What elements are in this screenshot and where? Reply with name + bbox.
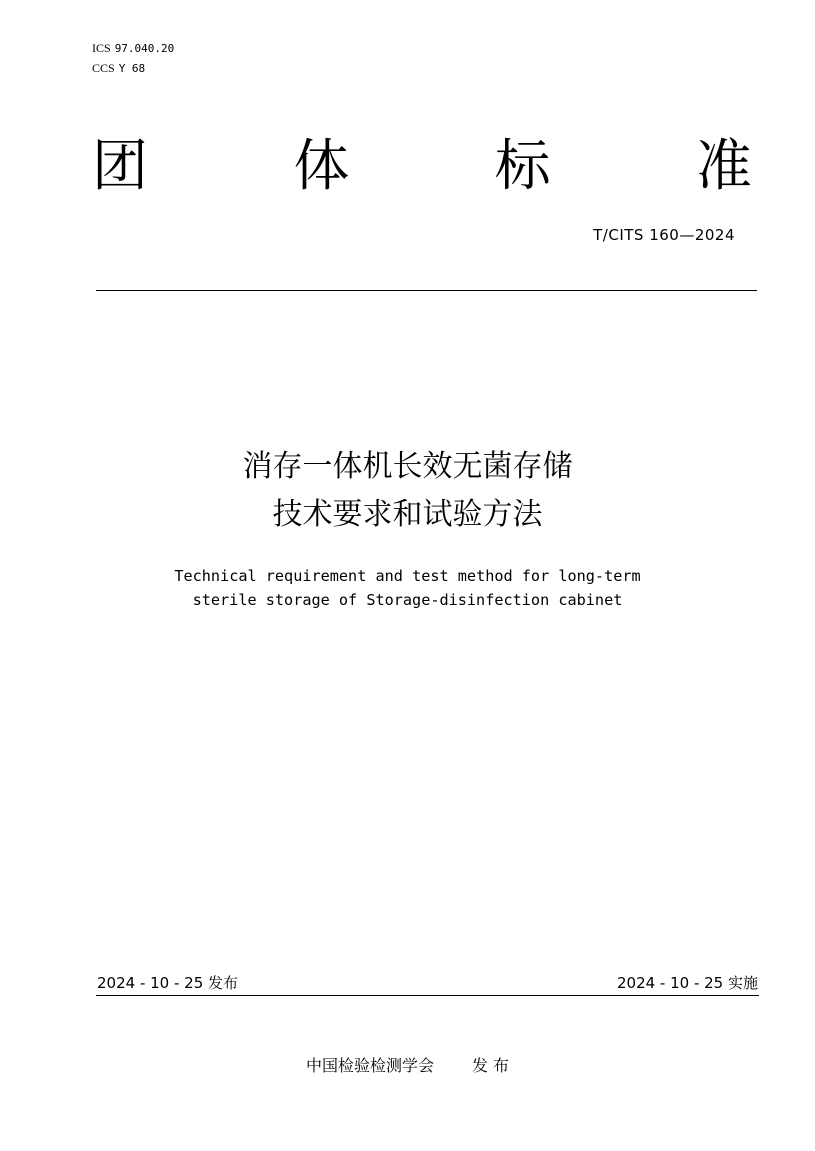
footer-divider bbox=[96, 995, 759, 996]
english-title bbox=[0, 564, 815, 612]
standard-type-heading bbox=[92, 135, 752, 199]
chinese-title-line-2: 技术要求和试验方法 bbox=[272, 497, 543, 532]
publisher-name: 中国检验检测学会 bbox=[305, 1056, 434, 1075]
implementation-date: 2024 - 10 - 25 实施 bbox=[616, 974, 758, 992]
ccs-line bbox=[92, 58, 145, 79]
standard-type-char-1: 团 bbox=[92, 134, 148, 199]
ics-label: ICS bbox=[92, 41, 111, 55]
english-title-line-1: Technical requirement and test method for long-term bbox=[174, 567, 641, 585]
ccs-code: Y 68 bbox=[118, 62, 146, 75]
english-title-line-2: sterile storage of Storage-disinfection cabinet bbox=[192, 591, 623, 609]
standard-number: T/CITS 160—2024 bbox=[593, 226, 735, 244]
publisher-line bbox=[0, 1053, 815, 1076]
release-date: 2024 - 10 - 25 发布 bbox=[97, 974, 239, 992]
chinese-title bbox=[0, 443, 815, 539]
chinese-title-line-1: 消存一体机长效无菌存储 bbox=[242, 449, 573, 484]
ics-line bbox=[92, 38, 174, 59]
standard-type-char-2: 体 bbox=[293, 134, 350, 199]
ics-code: 97.040.20 bbox=[114, 42, 175, 55]
publisher-action: 发 布 bbox=[471, 1056, 510, 1075]
standard-type-char-3: 标 bbox=[494, 134, 551, 199]
standard-type-char-4: 准 bbox=[695, 134, 752, 199]
ccs-label: CCS bbox=[92, 61, 115, 75]
header-divider bbox=[96, 290, 757, 291]
